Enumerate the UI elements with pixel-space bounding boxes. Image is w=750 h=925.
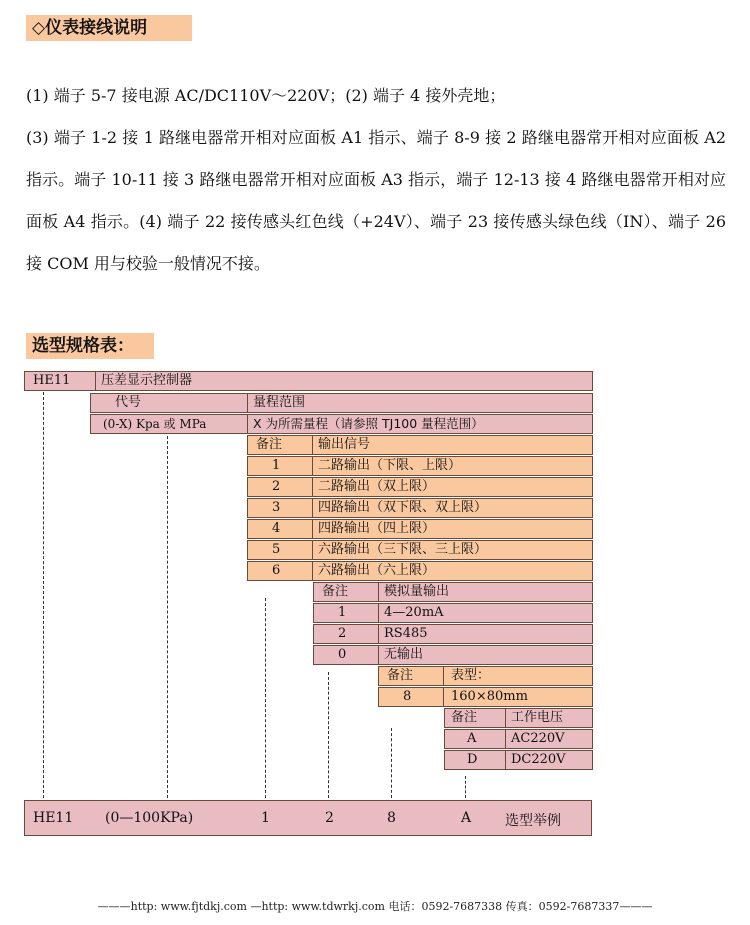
example-output: 1 [261,810,270,826]
output-row [247,519,593,539]
output-header [247,435,593,455]
selection-example [24,800,592,836]
table-row-range-header [90,393,593,413]
table-row-range [90,414,593,434]
power-header-desc: 工作电压 [511,710,564,725]
power-header [444,708,593,728]
model-desc: 压差显示控制器 [101,373,193,388]
analog-code: 0 [338,647,347,662]
power-desc: DC220V [511,752,566,767]
output-code: 6 [272,563,281,578]
analog-row [313,603,593,623]
output-header-code: 备注 [256,437,283,452]
output-desc: 二路输出（下限、上限） [318,458,462,473]
guide-line [465,776,466,798]
analog-row [313,624,593,644]
output-desc: 二路输出（双上限） [318,479,436,494]
range-desc-header: 量程范围 [253,395,306,410]
power-code: A [467,731,477,746]
analog-desc: RS485 [384,626,428,641]
analog-header-code: 备注 [322,584,349,599]
form-code: 8 [403,689,412,704]
range-desc: X 为所需量程（请参照 TJ100 量程范围） [253,416,484,431]
analog-code: 2 [338,626,347,641]
example-model: HE11 [33,810,74,826]
wiring-line-1: (1) 端子 5-7 接电源 AC/DC110V～220V；(2) 端子 4 接外壳地； [26,86,506,105]
analog-desc: 4—20mA [384,605,444,620]
output-code: 3 [272,500,281,515]
form-desc: 160×80mm [451,689,528,704]
footer-contact: ———http: www.fjtdkj.com —http: www.tdwrkj.com 电话：0592-7687338 传真：0592-7687337——— [97,900,653,913]
output-desc: 四路输出（四上限） [318,521,436,536]
analog-code: 1 [338,605,347,620]
range-code-header: 代号 [115,395,142,410]
output-code: 1 [272,458,281,473]
output-row [247,477,593,497]
power-code: D [467,752,478,767]
output-desc: 六路输出（三下限、三上限） [318,542,488,557]
output-header-desc: 输出信号 [318,437,371,452]
model-code: HE11 [33,373,71,388]
output-code: 5 [272,542,281,557]
example-form: 8 [387,810,396,826]
wiring-line-2: (3) 端子 1-2 接 1 路继电器常开相对应面板 A1 指示、端子 8-9 接 2 路继电器常开相对应面板 A2 指示。端子 10-11 接 3 路继电器常开相对应面板 A3 指示，端子 12-13 接 4 路继电器常开相对应面板 A4 指示。(4) 端子 22 接传感头红色线（+24V）、端子 23 接传感头绿色线（IN）、端子 26 接 COM 用与校验一般情况不接。 [26,128,726,273]
form-header [378,666,593,686]
form-header-code: 备注 [387,668,414,683]
power-header-code: 备注 [451,710,478,725]
analog-row [313,645,593,665]
analog-header-desc: 模拟量输出 [384,584,450,599]
output-row [247,456,593,476]
guide-line [328,672,329,798]
guide-line [167,436,168,798]
power-row [444,729,593,749]
analog-desc: 无输出 [384,647,424,662]
output-row [247,540,593,560]
table-row-model [24,371,593,391]
output-desc: 六路输出（六上限） [318,563,436,578]
example-label: 选型举例 [505,813,561,829]
guide-line [265,598,266,798]
section-heading-wiring: ◇仪表接线说明 [26,15,192,41]
output-code: 4 [272,521,281,536]
output-desc: 四路输出（双下限、双上限） [318,500,488,515]
example-range: (0—100KPa) [105,810,194,826]
example-analog: 2 [325,810,334,826]
range-code: (0-X) Kpa 或 MPa [103,417,207,431]
form-row [378,687,593,707]
guide-line [43,392,44,798]
form-header-desc: 表型： [451,668,491,683]
section-heading-selection: 选型规格表： [26,333,154,359]
guide-line [391,728,392,798]
wiring-instructions [26,75,726,285]
power-row [444,750,593,770]
output-row [247,498,593,518]
analog-header [313,582,593,602]
output-row [247,561,593,581]
output-code: 2 [272,479,281,494]
example-power: A [461,810,472,826]
power-desc: AC220V [511,731,565,746]
